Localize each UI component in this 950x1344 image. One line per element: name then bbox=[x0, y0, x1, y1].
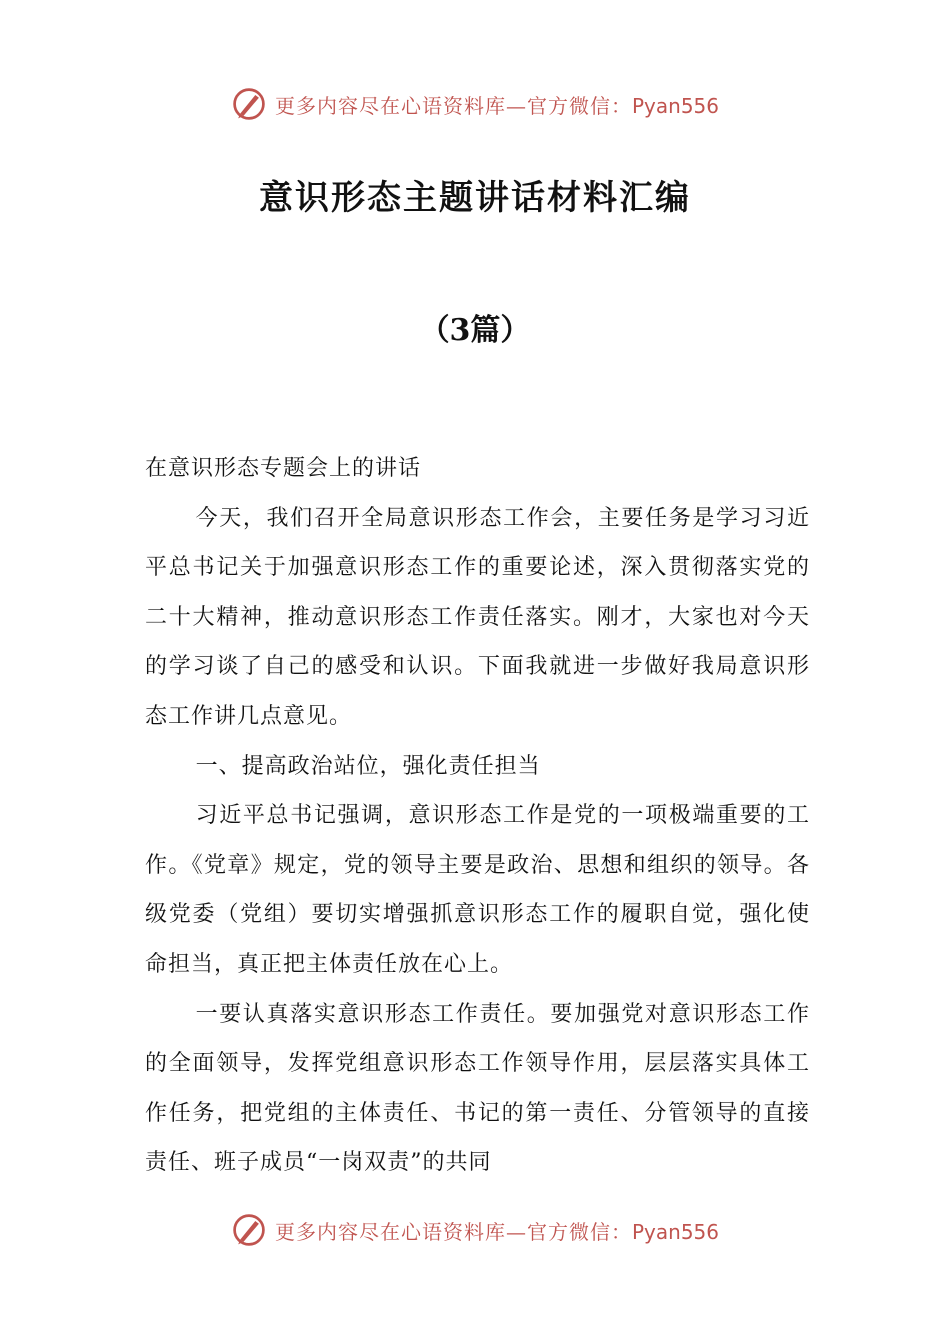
watermark-contact: Pyan556 bbox=[631, 93, 719, 118]
watermark-text: 更多内容尽在心语资料库—官方微信：Pyan556 bbox=[274, 93, 719, 118]
pen-logo-icon bbox=[231, 86, 267, 122]
watermark-footer bbox=[0, 1206, 950, 1254]
watermark-contact: Pyan556 bbox=[631, 1219, 719, 1244]
pen-logo-icon bbox=[231, 1212, 267, 1248]
paragraph: 一要认真落实意识形态工作责任。要加强党对意识形态工作的全面领导，发挥党组意识形态工作领导作用，层层落实具体工作任务，把党组的主体责任、书记的第一责任、分管领导的直接责任、班子成员“一岗双责”的共同 bbox=[145, 1001, 810, 1176]
document-body bbox=[145, 444, 810, 1188]
section-heading: 一、提高政治站位，强化责任担当 bbox=[195, 753, 541, 779]
document-title: 意识形态主题讲话材料汇编 bbox=[259, 178, 691, 218]
speech-title: 在意识形态专题会上的讲话 bbox=[145, 456, 422, 481]
watermark-text: 更多内容尽在心语资料库—官方微信：Pyan556 bbox=[274, 1219, 719, 1244]
paragraph: 习近平总书记强调，意识形态工作是党的一项极端重要的工作。《党章》规定，党的领导主要是政治、思想和组织的领导。各级党委（党组）要切实增强抓意识形态工作的履职自觉，强化使命担当，真正把主体责任放在心上。 bbox=[145, 803, 810, 977]
paragraph: 今天，我们召开全局意识形态工作会，主要任务是学习习近平总书记关于加强意识形态工作的重要论述，深入贯彻落实党的二十大精神，推动意识形态工作责任落实。刚才，大家也对今天的学习谈了自己的感受和认识。下面我就进一步做好我局意识形态工作讲几点意见。 bbox=[145, 505, 810, 729]
watermark-header bbox=[0, 80, 950, 128]
document-subtitle: （3篇） bbox=[419, 313, 531, 348]
